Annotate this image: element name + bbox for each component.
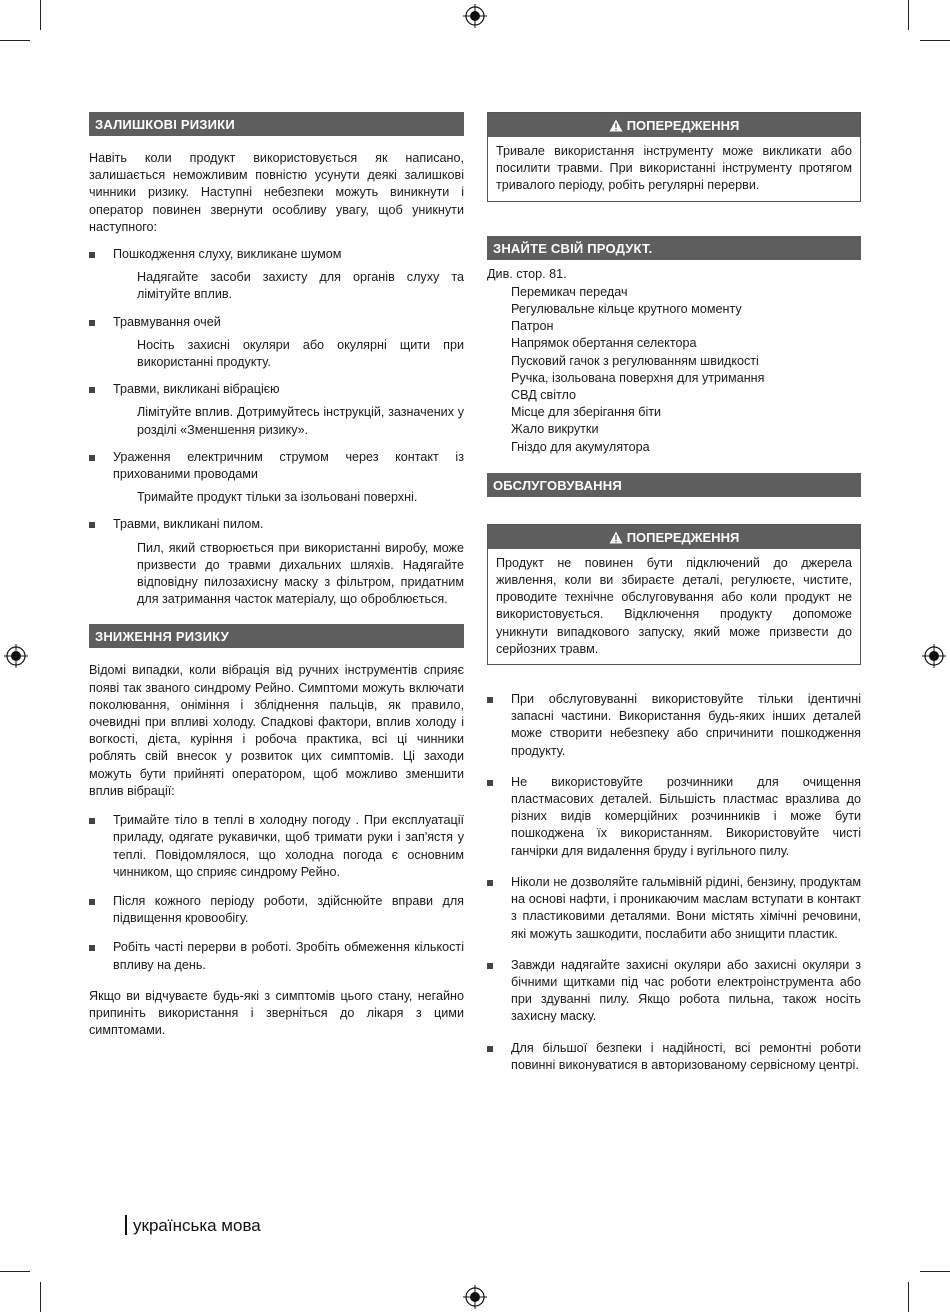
crop-mark [920,1271,950,1272]
risk-reduction-heading: ЗНИЖЕННЯ РИЗИКУ [89,624,464,648]
list-item: Після кожного періоду роботи, здійснюйте вправи для підвищення кровообігу. [89,893,464,927]
warning-box [487,112,861,202]
list-item-detail: Надягайте засоби захисту для органів слуху та лімітуйте вплив. [137,270,464,302]
list-item: Гніздо для акумулятора [511,439,650,454]
list-item: Пусковий гачок з регулюванням швидкості [511,353,759,368]
warning-triangle-icon [609,119,623,132]
crop-mark [0,40,30,41]
risk-reduction-list [89,812,464,974]
warning-box [487,524,861,665]
page-reference: Див. стор. 81. [487,266,567,281]
footer-divider [125,1215,127,1235]
residual-risk-list [89,381,464,398]
bullet-square-icon [89,387,95,393]
bullet-square-icon [89,818,95,824]
crop-mark [920,40,950,41]
risk-reduction-intro: Відомі випадки, коли вібрація від ручних інструментів сприяє появі так званого синдрому Рейно. Симптоми можуть включати поколювання, оніміння і збліднення пальців, як правило, очевидні при впливі холоду. Спадкові фактори, вплив холоду і вогкості, дієта, куріння і робоча практика, всі ці чинники роблять свій внесок у розвиток цих симптомів. Ці заходи можуть бути прийняті оператором, щоб можливо зменшити вплив вібрації: [89,663,464,798]
warning-text: Продукт не повинен бути підключений до джерела живлення, коли ви збираєте деталі, регулюєте, чистите, проводите технічне обслуговування або коли продукт не використовується. Відключення продукту допоможе уникнути випадкового запуску, який може призвести до серйозних травм. [496,555,852,656]
bullet-square-icon [89,320,95,326]
bullet-square-icon [89,455,95,461]
page-footer [125,1215,261,1236]
list-item-detail: Носіть захисні окуляри або окулярні щити при використанні продукту. [137,337,464,370]
warning-title: ПОПЕРЕДЖЕННЯ [626,118,740,133]
list-item: Ручка, ізольована поверхня для утримання [511,370,765,385]
list-item: Ураження електричним струмом через контакт із прихованими проводами [89,449,464,483]
warning-title: ПОПЕРЕДЖЕННЯ [626,529,740,545]
bullet-square-icon [487,697,493,703]
list-item: Жало викрутки [511,422,599,437]
list-item-detail: Пил, який створюється при використанні виробу, може призвести до травми дихальних шляхів. Надягайте відповідну пилозахисну маску з фільтром, придатним для затримання часток матеріалу, що оброблюється. [137,540,464,607]
bullet-square-icon [487,1046,493,1052]
footer-language: українська мова [133,1216,261,1235]
registration-mark-icon [922,644,946,668]
crop-mark [40,0,41,30]
left-column [89,112,464,1039]
warning-header [488,113,860,137]
list-item: Регулювальне кільце крутного моменту [511,302,742,317]
warning-triangle-icon [609,531,623,544]
bullet-square-icon [89,899,95,905]
residual-risk-list [89,314,464,331]
residual-risks-heading: ЗАЛИШКОВІ РИЗИКИ [89,112,464,136]
residual-risk-list [89,449,464,483]
list-item: Ніколи не дозволяйте гальмівній рідині, бензину, продуктам на основі нафти, і проникаючим маслам вступати в контакт з пластиковими деталями. Вони містять хімічні речовини, які можуть зашкодити, послабити або знищити пластик. [487,874,861,943]
bullet-square-icon [487,880,493,886]
list-item: Для більшої безпеки і надійності, всі ремонтні роботи повинні виконуватися в авторизованому сервісному центрі. [487,1040,861,1074]
registration-mark-icon [4,644,28,668]
right-column [487,112,861,1074]
maintenance-heading: ОБСЛУГОВУВАННЯ [487,473,861,497]
list-item: Тримайте тіло в теплі в холодну погоду . При експлуатації приладу, одягате рукавички, щоб тримати руки і зап'ястя у теплі. Повідомлялося, що холодна погода є основним чинником, що сприяє синдрому Рейно. [89,812,464,881]
bullet-square-icon [89,522,95,528]
list-item: СВД світло [511,388,577,403]
list-item: Завжди надягайте захисні окуляри або захисні окуляри з бічними щитками під час роботи електроінструмента або при здуванні пилу. Якщо робота пильна, також носіть захисну маску. [487,957,861,1026]
residual-risk-list [89,516,464,533]
maintenance-list [487,691,861,1074]
know-product-heading: ЗНАЙТЕ СВІЙ ПРОДУКТ. [487,236,861,260]
crop-mark [908,0,909,30]
list-item-detail: Лімітуйте вплив. Дотримуйтесь інструкцій, зазначених у розділі «Зменшення ризику». [137,405,464,437]
list-item: Напрямок обертання селектора [511,336,697,351]
product-parts-list [487,284,861,456]
bullet-square-icon [487,963,493,969]
crop-mark [0,1271,30,1272]
bullet-square-icon [89,945,95,951]
list-item: Травми, викликані пилом. [89,516,464,533]
crop-mark [40,1282,41,1312]
crop-mark [908,1282,909,1312]
list-item-detail: Тримайте продукт тільки за ізольовані поверхні. [137,490,418,505]
list-item: Патрон [511,319,554,334]
list-item: Травмування очей [89,314,464,331]
list-item: Травми, викликані вібрацією [89,381,464,398]
warning-text: Тривале використання інструменту може викликати або посилити травми. При використанні інструменту протягом тривалого періоду, робіть регулярні перерви. [496,144,852,193]
list-item: Робіть часті перерви в роботі. Зробіть обмеження кількості впливу на день. [89,939,464,973]
registration-mark-icon [463,4,487,28]
residual-risks-intro: Навіть коли продукт використовується як написано, залишається неможливим повністю усунути деякі залишкові чинники ризику. Наступні небезпеки можуть виникнути і оператор повинен звернути особливу увагу, щоб уникнути наступного: [89,151,464,234]
list-item: При обслуговуванні використовуйте тільки ідентичні запасні частини. Використання будь-яких інших деталей може створити небезпеку або спричинити пошкодження продукту. [487,691,861,760]
list-item: Пошкодження слуху, викликане шумом [89,246,464,263]
bullet-square-icon [487,780,493,786]
registration-mark-icon [463,1285,487,1309]
warning-header [488,525,860,549]
list-item: Перемикач передач [511,284,628,299]
residual-risk-list [89,246,464,263]
bullet-square-icon [89,252,95,258]
list-item: Не використовуйте розчинники для очищення пластмасових деталей. Більшість пластмас вразлива до різних видів комерційних розчинників і може бути пошкоджена їх використанням. Використовуйте чисті ганчірки для видалення бруду і вугільного пилу. [487,774,861,860]
risk-reduction-outro: Якщо ви відчуваєте будь-які з симптомів цього стану, негайно припиніть використання і зверніться до лікаря з цими симптомами. [89,988,464,1038]
list-item: Місце для зберігання біти [511,405,662,420]
